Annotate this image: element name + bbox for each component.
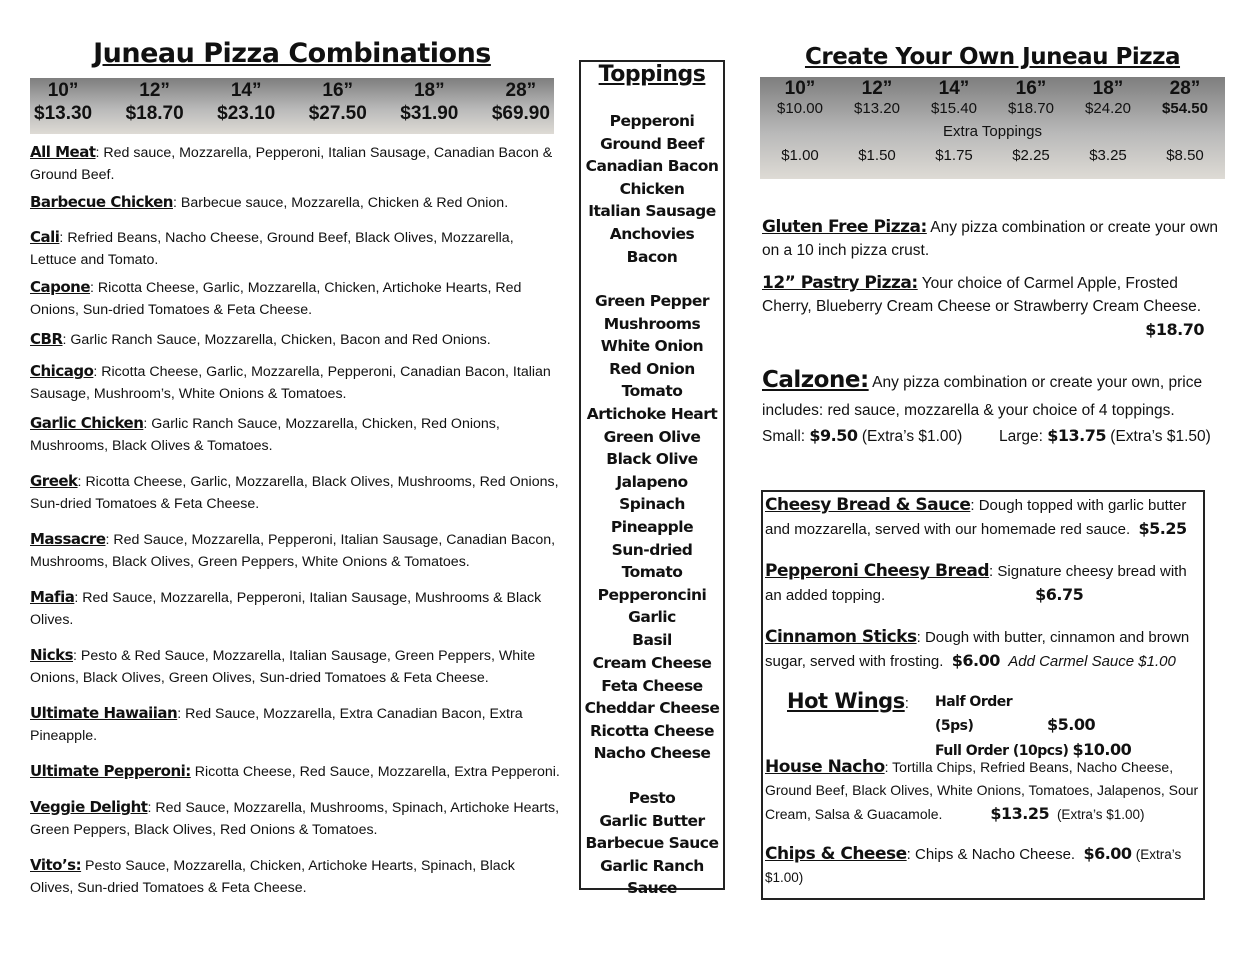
hot-wings-item: Hot Wings: Half Order (5ps) $5.00 Full Order (10pcs) $10.00 [787,689,1132,759]
item-name: Cheesy Bread & Sauce [765,495,971,515]
size-label: 14” [938,78,970,99]
size-price-18 [400,80,458,134]
create-own-price-bar [760,77,1225,179]
combo-name: Barbecue Chicken [30,193,173,211]
combo-desc: Red Sauce, Mozzarella, Pepperoni, Italian Sausage, Canadian Bacon, Mushrooms, Black Olives, Green Peppers, White Onions & Tomatoes. [30,532,556,570]
combo-name: All Meat [30,143,96,161]
combo-name: Nicks [30,646,73,664]
item-desc: Signature cheesy bread with an added topping. [765,563,1187,604]
size-price-12 [126,80,184,134]
topping-item: White Onion [600,337,704,356]
combo-desc: Garlic Ranch Sauce, Mozzarella, Chicken, Bacon and Red Onions. [70,332,491,348]
combo-veggie-delight: Veggie Delight: Red Sauce, Mozzarella, Mushrooms, Spinach, Artichoke Hearts, Green Peppers, Black Olives, Red Onions & Tomatoes. [30,798,560,838]
pepperoni-cheesy-bread-item: Pepperoni Cheesy Bread: Signature cheesy bread with an added topping. $6.75 [765,561,1187,604]
combo-ultimate-hawaiian: Ultimate Hawaiian: Red Sauce, Mozzarella, Extra Canadian Bacon, Extra Pineapple. [30,704,523,744]
combo-desc: Barbecue sauce, Mozzarella, Chicken & Red Onion. [180,195,509,211]
combo-cali: Cali: Refried Beans, Nacho Cheese, Ground Beef, Black Olives, Mozzarella, Lettuce and Tomato. [30,228,514,268]
size-price-28 [492,80,550,134]
topping-item: Pesto [628,789,676,807]
size-label: 10” [47,80,79,101]
combo-chicago: Chicago: Ricotta Cheese, Garlic, Mozzarella, Pepperoni, Canadian Bacon, Italian Sausage, Mushroom’s, White Onions & Tomatoes. [30,362,551,402]
combo-name: Ultimate Hawaiian [30,704,178,722]
size-price: $31.90 [400,103,459,124]
size-label: 18” [413,80,445,101]
toppings-sauces [581,787,723,900]
topping-item: Bacon [626,247,678,266]
combo-desc: Ricotta Cheese, Garlic, Mozzarella, Pepperoni, Canadian Bacon, Italian Sausage, Mushroom’s, White Onions & Tomatoes. [30,364,551,402]
combo-ultimate-pepperoni [30,760,560,783]
combo-desc: Refried Beans, Nacho Cheese, Ground Beef, Black Olives, Mozzarella, Lettuce and Tomato. [30,230,514,268]
house-nacho-item: House Nacho: Tortilla Chips, Refried Beans, Nacho Cheese, Ground Beef, Black Olives, White Onions, Tomatoes, Jalapenos, Sour Cream, Salsa & Guacamole. $13.25 (Extra’s $1.00) [765,757,1199,823]
topping-item: Pineapple [610,517,694,536]
combo-desc: Pesto Sauce, Mozzarella, Chicken, Artichoke Hearts, Spinach, Black Olives, Sun-dried Tomatoes & Feta Cheese. [30,858,515,896]
topping-item: Cheddar Cheese [584,699,720,718]
size-price: $18.70 [125,103,184,124]
toppings-cheeses [581,652,723,765]
topping-item: Feta Cheese [601,676,703,695]
topping-item: Basil [632,630,672,649]
combo-desc: Red Sauce, Mozzarella, Mushrooms, Spinach, Artichoke Hearts, Green Peppers, Black Olives, Red Onions & Tomatoes. [30,800,560,838]
item-price: $6.00 [951,651,1000,670]
extra-toppings-row [764,145,1221,167]
calzone-small-label: Small: [762,428,806,445]
combo-vitos [30,854,560,899]
combo-name: Massacre [30,530,106,548]
create-own-sizes-row [764,79,1221,119]
toppings-panel [579,60,725,898]
combo-name: Capone [30,278,91,296]
topping-item: Barbecue Sauce [585,834,719,853]
calzone-large-label: Large: [998,428,1043,445]
size-price: $24.20 [1085,100,1131,117]
cyo-size-14 [918,79,990,119]
size-price: $23.10 [217,103,276,124]
toppings-meats [581,110,723,268]
item-name: House Nacho [765,757,885,777]
combo-name: Garlic Chicken [30,414,144,432]
combo-desc: Red sauce, Mozzarella, Pepperoni, Italian Sausage, Canadian Bacon & Ground Beef. [30,145,553,183]
topping-item: Black Olive [606,450,698,469]
combo-barbecue-chicken: Barbecue Chicken: Barbecue sauce, Mozzarella, Chicken & Red Onion. [30,193,509,211]
item-desc: Chips & Nacho Cheese. [915,846,1076,863]
combo-name: Chicago [30,362,94,380]
topping-item: Mushrooms [603,314,701,333]
calzone-large-price: $13.75 [1047,426,1106,445]
cinnamon-sticks-item: Cinnamon Sticks: Dough with butter, cinnamon and brown sugar, served with frosting. $6.00 Add Carmel Sauce $1.00 [765,627,1190,670]
item-extra: (Extra’s $1.00) [765,847,1182,885]
size-label: 16” [1015,78,1047,99]
item-name: Cinnamon Sticks [765,627,917,647]
wings-half-label: Half Order (5ps) [935,694,1013,734]
cyo-size-18 [1072,79,1144,119]
cheesy-bread-item: Cheesy Bread & Sauce: Dough topped with garlic butter and mozzarella, served with our homemade red sauce. $5.25 [765,495,1187,538]
topping-item: Garlic Ranch Sauce [600,856,704,898]
topping-item: Cream Cheese [592,654,712,672]
topping-item: Sun-dried Tomato [611,540,693,582]
size-price: $15.40 [931,100,977,117]
gluten-free-desc: Any pizza combination or create your own on a 10 inch pizza crust. [762,219,1219,259]
size-price: $18.70 [1008,100,1054,117]
item-addon: Add Carmel Sauce $1.00 [1008,653,1176,670]
topping-item: Ground Beef [600,134,704,153]
combo-garlic-chicken: Garlic Chicken: Garlic Ranch Sauce, Mozzarella, Chicken, Red Onions, Mushrooms, Black Olives & Tomatoes. [30,414,500,454]
topping-item: Nacho Cheese [593,744,711,763]
size-label: 12” [861,78,893,99]
topping-item: Green Pepper [594,292,710,310]
item-name: Pepperoni Cheesy Bread [765,561,990,581]
item-price: $5.25 [1138,519,1187,538]
gluten-free-section [762,216,1222,262]
topping-item: Tomato [621,382,683,401]
combo-desc: Pesto & Red Sauce, Mozzarella, Italian Sausage, Green Peppers, White Onions, Black Olives, Green Olives, Sun-dried Tomatoes & Feta Cheese. [30,648,536,686]
size-price-10 [34,80,92,134]
cyo-size-12 [841,79,913,119]
wings-full-price: $10.00 [1072,740,1132,759]
combo-greek: Greek: Ricotta Cheese, Garlic, Mozzarella, Black Olives, Mushrooms, Red Onions, Sun-dried Tomatoes & Feta Cheese. [30,472,559,512]
item-extra: (Extra’s $1.00) [1056,807,1145,822]
pastry-pizza-price: $18.70 [1145,320,1204,339]
topping-item: Italian Sausage [588,202,716,221]
combo-name: Greek [30,472,78,490]
calzone-section [762,366,1222,448]
item-price: $13.25 [990,804,1050,823]
extra-price: $1.00 [781,147,819,164]
size-price-16 [309,80,367,134]
item-desc: Dough with butter, cinnamon and brown sugar, served with frosting. [765,629,1190,670]
topping-item: Canadian Bacon [585,157,719,176]
combo-desc: Red Sauce, Mozzarella, Extra Canadian Bacon, Extra Pineapple. [30,706,523,744]
combo-nicks: Nicks: Pesto & Red Sauce, Mozzarella, Italian Sausage, Green Peppers, White Onions, Black Olives, Green Olives, Sun-dried Tomatoes & Feta Cheese. [30,646,536,686]
cyo-size-10 [764,79,836,119]
topping-item: Garlic Butter [599,811,705,830]
combo-desc: Ricotta Cheese, Red Sauce, Mozzarella, Extra Pepperoni. [194,764,560,780]
combo-desc: Ricotta Cheese, Garlic, Mozzarella, Black Olives, Mushrooms, Red Onions, Sun-dried Tomatoes & Feta Cheese. [30,474,559,512]
combinations-title: Juneau Pizza Combinations [93,38,491,69]
size-label: 14” [230,80,262,101]
combo-name: Ultimate Pepperoni: [30,762,191,780]
toppings-title: Toppings [598,62,706,87]
pastry-pizza-desc: Your choice of Carmel Apple, Frosted Cherry, Blueberry Cream Cheese or Strawberry Cream Cheese. [762,275,1202,315]
cyo-size-16 [995,79,1067,119]
topping-item: Chicken [619,179,685,198]
extra-toppings-label: Extra Toppings [943,123,1042,140]
combo-name: Veggie Delight [30,798,148,816]
size-price: $13.30 [34,103,93,124]
combo-name: CBR [30,330,63,348]
size-label: 28” [505,80,537,101]
combo-massacre: Massacre: Red Sauce, Mozzarella, Pepperoni, Italian Sausage, Canadian Bacon, Mushrooms, Black Olives, Green Peppers, White Onions & Tomatoes. [30,530,556,570]
size-label: 18” [1092,78,1124,99]
item-name: Hot Wings [787,689,905,713]
combo-name: Cali [30,228,60,246]
size-price-14 [217,80,275,134]
wings-half-price: $5.00 [1047,715,1096,734]
size-price: $69.90 [491,103,550,124]
calzone-large-extra: (Extra’s $1.50) [1110,428,1211,445]
item-name: Chips & Cheese [765,844,907,864]
gluten-free-title: Gluten Free Pizza: [762,217,927,237]
size-label: 28” [1169,78,1201,99]
topping-item: Garlic [628,608,676,627]
combo-desc: Ricotta Cheese, Garlic, Mozzarella, Chicken, Artichoke Hearts, Red Onions, Sun-dried Tomatoes & Feta Cheese. [30,280,522,318]
item-desc: Dough topped with garlic butter and mozzarella, served with our homemade red sauce. [765,497,1187,538]
item-price: $6.00 [1083,844,1132,863]
size-price: $54.50 [1162,100,1208,117]
combo-mafia: Mafia: Red Sauce, Mozzarella, Pepperoni, Italian Sausage, Mushrooms & Black Olives. [30,588,542,628]
item-price: $6.75 [1035,585,1084,604]
topping-item: Red Onion [609,359,695,378]
size-label: 16” [322,80,354,101]
combo-cbr: CBR: Garlic Ranch Sauce, Mozzarella, Chicken, Bacon and Red Onions. [30,330,491,348]
chips-cheese-item: Chips & Cheese: Chips & Nacho Cheese. $6.00 (Extra’s $1.00) [765,844,1182,885]
topping-item: Pepperoni [609,112,695,130]
calzone-desc: Any pizza combination or create your own, price includes: red sauce, mozzarella & your choice of 4 toppings. [762,374,1203,419]
topping-item: Anchovies [609,224,695,243]
calzone-small-extra: (Extra’s $1.00) [861,428,963,445]
wings-full-label: Full Order (10pcs) [935,743,1069,759]
create-own-title: Create Your Own Juneau Pizza [804,44,1181,70]
extra-price: $3.25 [1089,147,1127,164]
combo-desc: Red Sauce, Mozzarella, Pepperoni, Italian Sausage, Mushrooms & Black Olives. [30,590,542,628]
size-label: 10” [784,78,816,99]
combo-all-meat: All Meat: Red sauce, Mozzarella, Pepperoni, Italian Sausage, Canadian Bacon & Ground Beef. [30,143,553,183]
item-desc: Tortilla Chips, Refried Beans, Nacho Cheese, Ground Beef, Black Olives, White Onions, Tomatoes, Jalapenos, Sour Cream, Salsa & Guacamole. [765,759,1199,822]
combo-capone: Capone: Ricotta Cheese, Garlic, Mozzarella, Chicken, Artichoke Hearts, Red Onions, Sun-dried Tomatoes & Feta Cheese. [30,278,522,318]
topping-item: Artichoke Heart [586,404,718,423]
extra-price: $2.25 [1012,147,1050,164]
topping-item: Pepperoncini [597,585,707,604]
cyo-size-28 [1149,79,1221,119]
combo-name: Vito’s: [30,856,82,874]
topping-item: Spinach [619,495,685,514]
extra-price: $1.75 [935,147,973,164]
extra-price: $1.50 [858,147,896,164]
size-price: $10.00 [777,100,823,117]
calzone-small-price: $9.50 [809,426,858,445]
pastry-pizza-title: 12” Pastry Pizza: [762,273,918,293]
topping-item: Green Olive [603,427,701,446]
size-price: $27.50 [308,103,367,124]
combo-desc: Garlic Ranch Sauce, Mozzarella, Chicken, Red Onions, Mushrooms, Black Olives & Tomatoes. [30,416,500,454]
pastry-pizza-section [762,272,1222,342]
combo-name: Mafia [30,588,75,606]
combinations-price-bar [30,78,554,134]
calzone-title: Calzone: [762,367,869,393]
topping-item: Jalapeno [616,472,688,491]
toppings-veggies [581,290,723,652]
topping-item: Ricotta Cheese [590,721,714,740]
size-label: 12” [139,80,170,101]
size-price: $13.20 [854,100,900,117]
appetizers-panel [761,490,1205,900]
extra-price: $8.50 [1166,147,1204,164]
